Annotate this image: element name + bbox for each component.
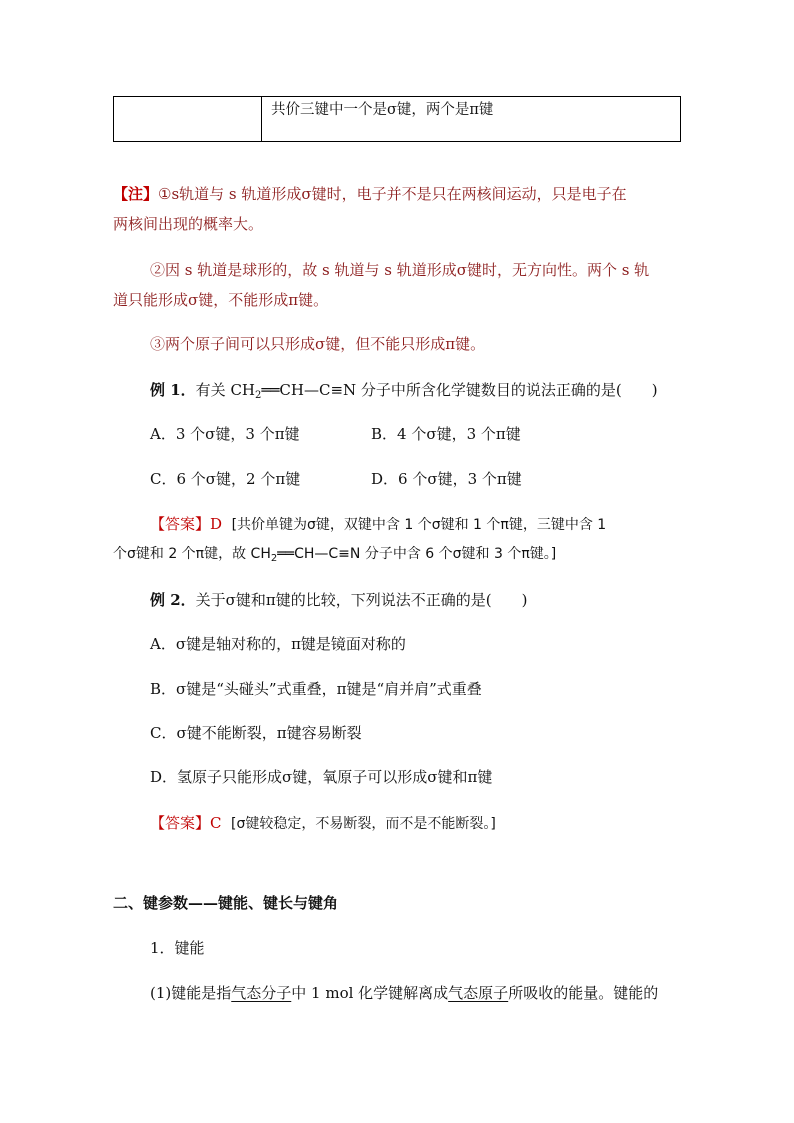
underlined-term: 气态原子 [448, 984, 509, 1002]
subsection-heading: 1．键能 [150, 939, 205, 957]
example1-option-b: B．4 个σ键，3 个π键 [371, 425, 521, 443]
example1-label: 例 1． [150, 381, 196, 399]
example2-option-c: C．σ键不能断裂，π键容易断裂 [150, 724, 362, 742]
example2-option-d: D．氢原子只能形成σ键，氧原子可以形成σ键和π键 [150, 768, 493, 786]
note-line-2: 两核间出现的概率大。 [113, 215, 264, 233]
note-text: ①s轨道与 s 轨道形成σ键时，电子并不是只在两核间运动，只是电子在 [158, 185, 627, 203]
answer-tag: 【答案】 [150, 814, 211, 832]
table-cell-right: 共价三键中一个是σ键，两个是π键 [262, 97, 681, 142]
example1-explanation-line-2: 个σ键和 2 个π键，故 $CH_2══CH—C\equiv N$ 分子中含 6 个σ键和 3 个π键。] [113, 546, 557, 564]
answer-tag: 【答案】 [150, 515, 211, 533]
answer-explanation: [共价单键为σ键，双键中含 1 个σ键和 1 个π键，三键中含 1 [231, 517, 607, 533]
section-heading: 二、键参数——键能、键长与键角 [113, 894, 339, 912]
example2-option-b: B．σ键是“头碰头”式重叠，π键是“肩并肩”式重叠 [150, 680, 482, 698]
table-cell-left [114, 97, 262, 142]
example1-option-c: C．6 个σ键，2 个π键 [150, 470, 301, 488]
bond-energy-definition: (1)键能是指气态分子中 1 mol 化学键解离成气态原子所吸收的能量。键能的 [150, 984, 659, 1002]
example1-answer [150, 514, 606, 535]
example1-question: 例 1．有关 $CH_2══CH—C\equiv N$ 分子中所含化学键数目的说法正确的是( ) [150, 381, 658, 401]
example2-answer [150, 813, 496, 834]
note-tag: 【注】 [113, 185, 159, 203]
answer-explanation: [σ键较稳定，不易断裂，而不是不能断裂。] [231, 816, 496, 832]
answer-letter: C [210, 814, 222, 832]
note-line-3: ②因 s 轨道是球形的，故 s 轨道与 s 轨道形成σ键时，无方向性。两个 s 轨 [150, 261, 650, 279]
table-row [114, 97, 681, 142]
bond-table [113, 96, 681, 142]
underlined-term: 气态分子 [231, 984, 292, 1002]
note-line-5: ③两个原子间可以只形成σ键，但不能只形成π键。 [150, 335, 486, 353]
answer-letter: D [210, 515, 223, 533]
example1-option-d: D．6 个σ键，3 个π键 [371, 470, 522, 488]
note-line-4: 道只能形成σ键，不能形成π键。 [113, 291, 329, 309]
note-line-1 [113, 184, 627, 204]
example2-question: 例 2．关于σ键和π键的比较，下列说法不正确的是( ) [150, 591, 528, 609]
example2-label: 例 2． [150, 591, 196, 609]
example2-option-a: A．σ键是轴对称的，π键是镜面对称的 [150, 635, 406, 653]
example1-option-a: A．3 个σ键，3 个π键 [150, 425, 300, 443]
